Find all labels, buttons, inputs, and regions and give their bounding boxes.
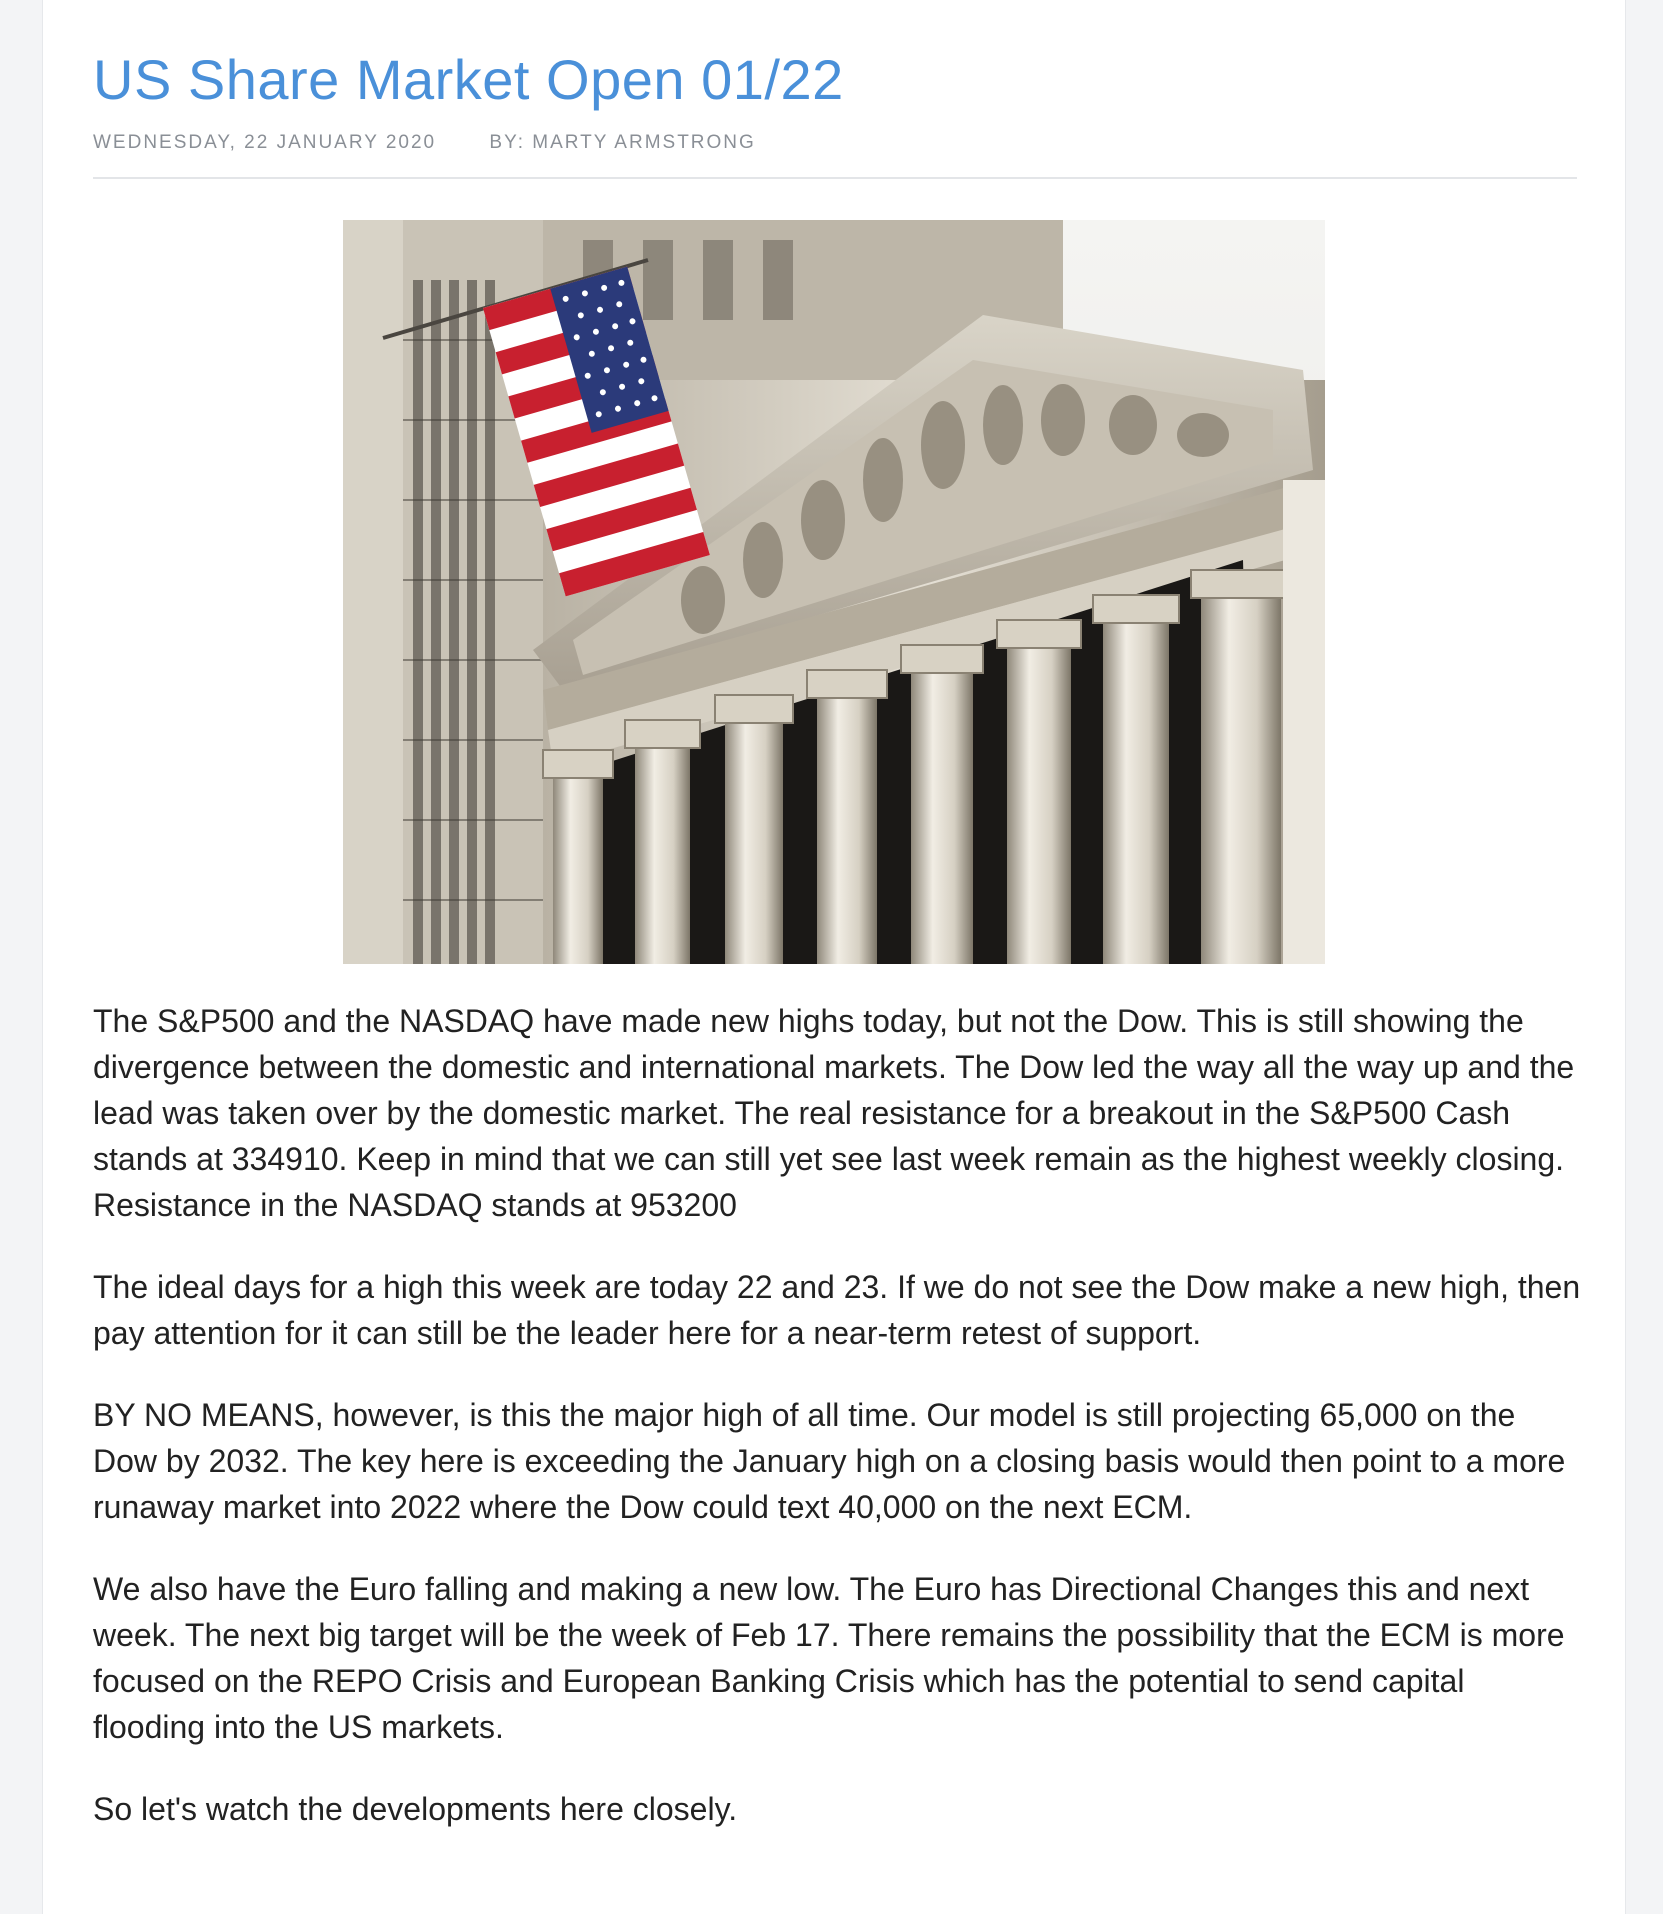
article-card [42,0,1626,1914]
article-author[interactable]: BY: MARTY ARMSTRONG [489,132,756,153]
article-paragraph: The S&P500 and the NASDAQ have made new highs today, but not the Dow. This is still showing the divergence between the domestic and international markets. The Dow led the way all the way up and the lead was taken over by the domestic market. The real resistance for a breakout in the S&P500 Cash stands at 334910. Keep in mind that we can still yet see last week remain as the highest weekly closing. Resistance in the NASDAQ stands at 953200 [93,1003,1575,1223]
article-date: WEDNESDAY, 22 JANUARY 2020 [93,132,437,153]
hero-image [343,220,1325,964]
article-paragraph: The ideal days for a high this week are today 22 and 23. If we do not see the Dow make a new high, then pay attention for it can still be the leader here for a near-term retest of support. [93,1269,1581,1351]
article-title[interactable]: US Share Market Open 01/22 [93,48,844,111]
article-paragraph: So let's watch the developments here closely. [93,1791,738,1827]
article-body [93,998,1583,1868]
article-meta [93,132,756,154]
title-divider [93,177,1577,179]
article-paragraph: We also have the Euro falling and making a new low. The Euro has Directional Changes this and next week. The next big target will be the week of Feb 17. There remains the possibility that the ECM is more focused on the REPO Crisis and European Banking Crisis which has the potential to send capital flooding into the US markets. [93,1571,1565,1745]
article-paragraph: BY NO MEANS, however, is this the major high of all time. Our model is still projecting 65,000 on the Dow by 2032. The key here is exceeding the January high on a closing basis would then point to a more runaway market into 2022 where the Dow could text 40,000 on the next ECM. [93,1397,1566,1525]
